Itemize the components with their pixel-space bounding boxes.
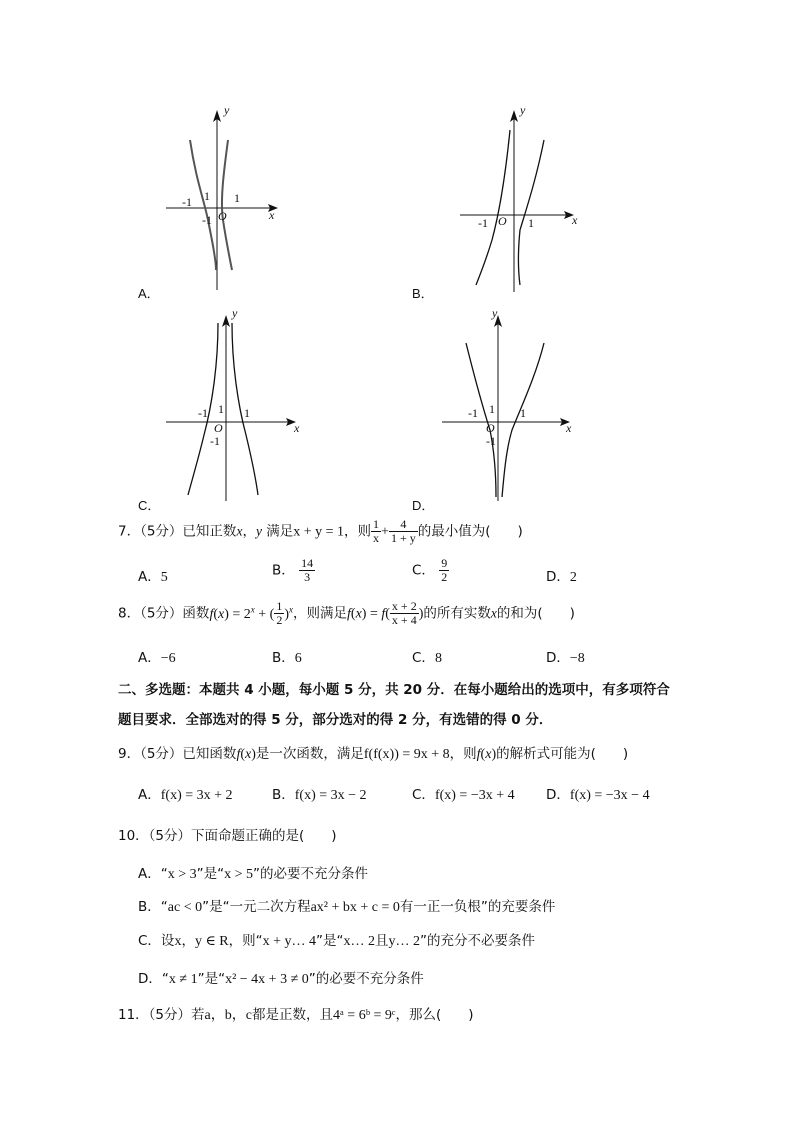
svg-text:O: O — [486, 421, 495, 435]
graph-label-d: D． — [412, 498, 435, 513]
svg-text:-1: -1 — [468, 406, 478, 420]
graph-option-c[interactable] — [160, 305, 310, 505]
graph-c-figure — [160, 305, 310, 505]
svg-text:y: y — [232, 306, 238, 320]
q9-option-a[interactable]: A．f(x) = 3x + 2 — [138, 787, 233, 803]
y-axis-label: y — [224, 103, 230, 117]
question-10: 10．（5分）下面命题正确的是( ) — [118, 828, 337, 844]
q10-option-a[interactable]: A．“x > 3”是“x > 5”的必要不充分条件 — [138, 866, 369, 882]
q7-option-b[interactable]: B． $\frac{14}{3}$ — [272, 556, 314, 584]
section-2-instructions: 题目要求．全部选对的得 5 分，部分选对的得 2 分，有选错的得 0 分． — [118, 712, 553, 728]
svg-text:-1: -1 — [182, 195, 192, 209]
q10-option-b[interactable]: B．“ac < 0”是“一元二次方程ax² + bx + c = 0有一正一负根”的充要条件 — [138, 899, 556, 915]
graph-b-figure — [440, 100, 580, 295]
svg-text:1: 1 — [204, 189, 210, 203]
graph-label-c: C． — [138, 498, 161, 513]
svg-text:1: 1 — [244, 406, 250, 420]
svg-text:y: y — [492, 306, 498, 320]
svg-text:x: x — [566, 421, 572, 435]
q7-option-d[interactable]: D．2 — [546, 569, 577, 585]
graph-option-b[interactable] — [440, 100, 580, 295]
svg-text:1: 1 — [218, 402, 224, 416]
svg-text:-1: -1 — [210, 434, 220, 448]
q7-option-c[interactable]: C． $\frac{9}{2}$ — [412, 556, 448, 584]
question-8: 8．（5分）函数$f(x) = 2^x$ + ( $\frac{1}{2}$ )$^x$，则满足f(x) = f( $\frac{x + 2}{x + 4}$ )的所有实数x的和为( ) — [118, 599, 575, 627]
graph-option-a[interactable] — [160, 100, 290, 295]
section-2-heading: 二、多选题：本题共 4 小题，每小题 5 分，共 20 分．在每小题给出的选项中，有多项符合 — [118, 682, 670, 698]
svg-text:O: O — [214, 421, 223, 435]
svg-text:1: 1 — [528, 216, 534, 230]
q8-option-c[interactable]: C．8 — [412, 650, 442, 666]
q9-option-c[interactable]: C．f(x) = −3x + 4 — [412, 787, 515, 803]
svg-text:-1: -1 — [478, 216, 488, 230]
question-7: 7．（5分）已知正数x，y 满足x + y = 1，则 $\frac{1}{x}$ + $\frac{4}{1 + y}$ 的最小值为( ) — [118, 517, 523, 545]
graph-a-figure — [160, 100, 290, 295]
q10-option-d[interactable]: D．“x ≠ 1”是“x² − 4x + 3 ≠ 0”的必要不充分条件 — [138, 971, 424, 987]
q9-option-d[interactable]: D．f(x) = −3x − 4 — [546, 787, 650, 803]
svg-text:O: O — [498, 214, 507, 228]
svg-text:x: x — [294, 421, 300, 435]
svg-text:x: x — [572, 213, 578, 227]
q10-option-c[interactable]: C．设x，y ∈ R，则“x + y… 4”是“x… 2且y… 2”的充分不必要条件 — [138, 933, 536, 949]
question-9: 9．（5分）已知函数f(x)是一次函数，满足f(f(x)) = 9x + 8，则f(x)的解析式可能为( ) — [118, 746, 629, 762]
question-11: 11．（5分）若a，b，c都是正数，且4ᵃ = 6ᵇ = 9ᶜ，那么( ) — [118, 1007, 474, 1023]
svg-text:1: 1 — [520, 406, 526, 420]
curve-right — [222, 140, 232, 270]
svg-text:-1: -1 — [198, 406, 208, 420]
q8-option-d[interactable]: D．−8 — [546, 650, 585, 666]
x-axis-label: x — [269, 208, 275, 222]
graph-label-a: A． — [138, 286, 160, 301]
svg-text:-1: -1 — [202, 213, 212, 227]
q7-option-a[interactable]: A．5 — [138, 569, 168, 585]
svg-text:1: 1 — [234, 191, 240, 205]
graph-label-b: B． — [412, 286, 434, 301]
q9-option-b[interactable]: B．f(x) = 3x − 2 — [272, 787, 367, 803]
svg-text:O: O — [218, 209, 227, 223]
graph-d-figure — [440, 305, 580, 505]
graph-option-d[interactable] — [440, 305, 580, 505]
q8-option-a[interactable]: A．−6 — [138, 650, 176, 666]
svg-text:y: y — [520, 103, 526, 117]
q8-option-b[interactable]: B．6 — [272, 650, 302, 666]
curve-left — [190, 140, 216, 270]
svg-text:-1: -1 — [486, 434, 496, 448]
svg-text:1: 1 — [489, 402, 495, 416]
